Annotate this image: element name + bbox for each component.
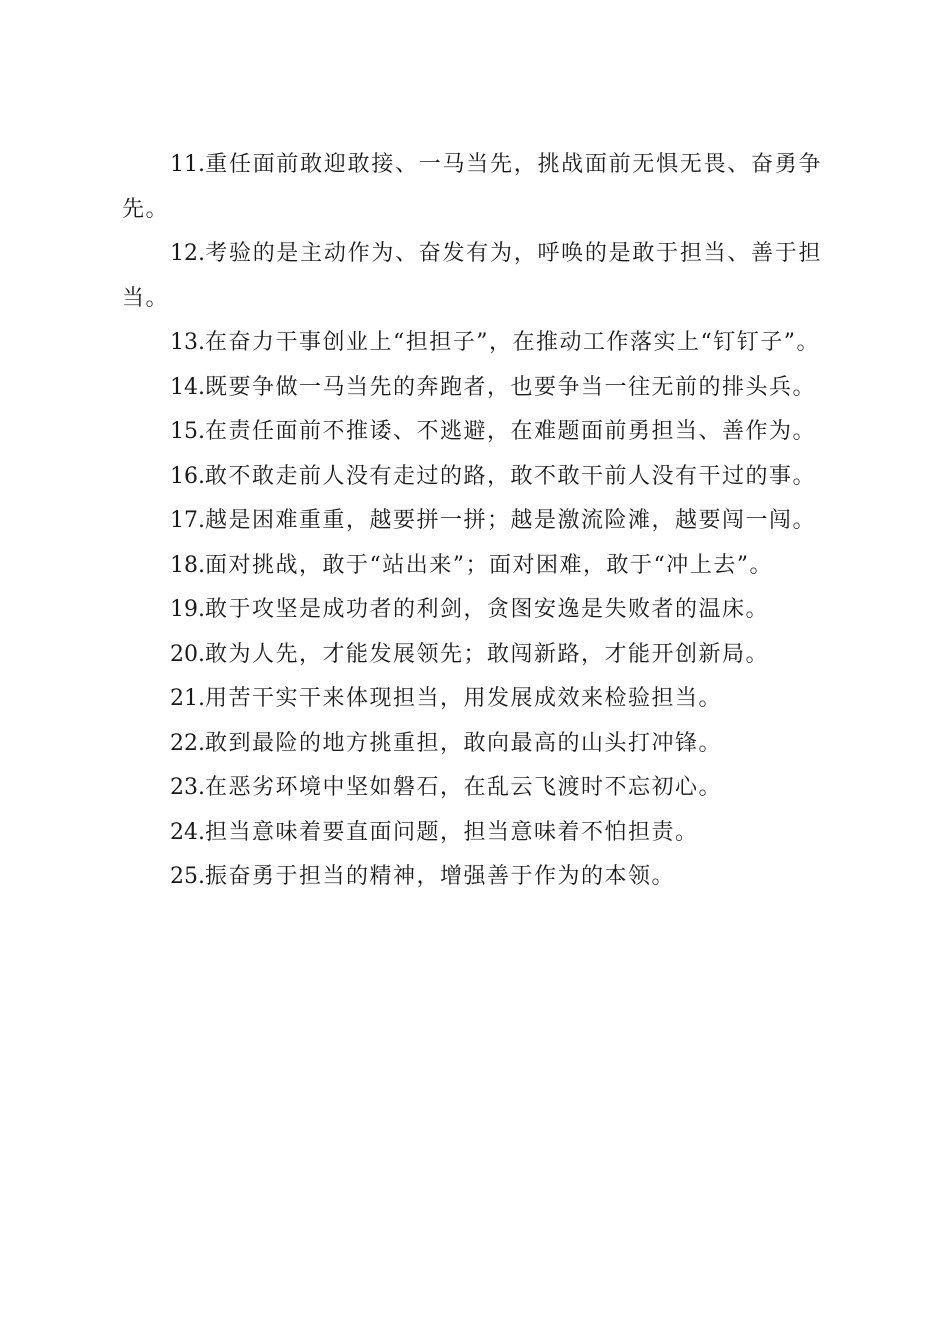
item-number: 21. — [170, 686, 205, 711]
item-text: 担当意味着要直面问题，担当意味着不怕担责。 — [205, 819, 699, 845]
list-item-21 — [122, 677, 822, 722]
list-item-20 — [122, 633, 822, 678]
item-text: 既要争做一马当先的奔跑者，也要争当一往无前的排头兵。 — [205, 374, 817, 400]
item-text: 在恶劣环境中坚如磐石，在乱云飞渡时不忘初心。 — [205, 775, 723, 800]
item-number: 22. — [170, 730, 205, 756]
item-number: 20. — [170, 641, 205, 667]
item-number: 23. — [170, 775, 205, 800]
item-number: 13. — [170, 330, 205, 355]
document-body — [122, 143, 822, 900]
item-text: 重任面前敢迎敢接、一马当先，挑战面前无惧无畏、奋勇争先。 — [122, 152, 822, 222]
list-item-19 — [122, 588, 822, 633]
list-item-15 — [122, 410, 822, 455]
list-item-18 — [122, 544, 822, 589]
item-text: 用苦干实干来体现担当，用发展成效来检验担当。 — [205, 686, 723, 711]
item-number: 16. — [170, 463, 205, 489]
item-number: 18. — [170, 552, 205, 578]
list-item-22 — [122, 722, 822, 767]
item-number: 14. — [170, 374, 205, 400]
list-item-11 — [122, 143, 822, 232]
item-text: 面对挑战，敢于“站出来”；面对困难，敢于“冲上去”。 — [205, 552, 773, 578]
item-text: 敢为人先，才能发展领先；敢闯新路，才能开创新局。 — [205, 641, 770, 667]
item-text: 在责任面前不推诿、不逃避，在难题面前勇担当、善作为。 — [205, 419, 817, 444]
list-item-12 — [122, 232, 822, 321]
list-item-17 — [122, 499, 822, 544]
item-number: 15. — [170, 419, 205, 444]
item-number: 25. — [170, 864, 205, 889]
list-item-23 — [122, 766, 822, 811]
item-number: 24. — [170, 819, 205, 845]
list-item-16 — [122, 455, 822, 500]
item-number: 11. — [170, 152, 205, 177]
item-number: 12. — [170, 241, 205, 266]
item-text: 在奋力干事创业上“担担子”，在推动工作落实上“钉钉子”。 — [205, 330, 820, 355]
item-text: 越是困难重重，越要拼一拼；越是激流险滩，越要闯一闯。 — [205, 508, 817, 533]
item-text: 敢到最险的地方挑重担，敢向最高的山头打冲锋。 — [205, 730, 723, 756]
item-text: 敢不敢走前人没有走过的路，敢不敢干前人没有干过的事。 — [205, 463, 817, 489]
list-item-14 — [122, 366, 822, 411]
list-item-13 — [122, 321, 822, 366]
item-number: 17. — [170, 508, 205, 533]
item-text: 振奋勇于担当的精神，增强善于作为的本领。 — [205, 864, 676, 889]
list-item-25 — [122, 855, 822, 900]
item-text: 考验的是主动作为、奋发有为，呼唤的是敢于担当、善于担当。 — [122, 241, 822, 311]
list-item-24 — [122, 811, 822, 856]
item-text: 敢于攻坚是成功者的利剑，贪图安逸是失败者的温床。 — [205, 597, 770, 622]
item-number: 19. — [170, 597, 205, 622]
